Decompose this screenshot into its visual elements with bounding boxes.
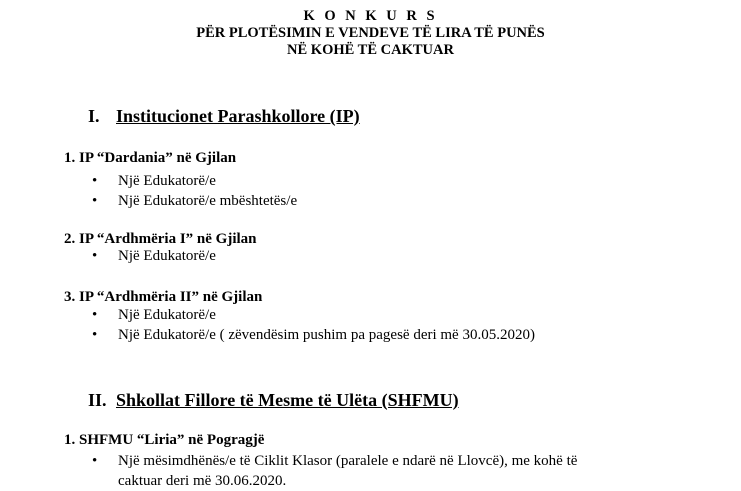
position-list <box>92 305 535 345</box>
position-list <box>92 171 297 211</box>
list-item: • Një Edukatorë/e ( zëvendësim pushim pa pagesë deri më 30.05.2020) <box>92 327 535 343</box>
institution-heading: 1. IP “Dardania” në Gjilan <box>64 150 237 166</box>
position-list <box>92 246 216 266</box>
bullet-icon: • <box>92 248 98 264</box>
list-item: • Një Edukatorë/e <box>92 173 216 189</box>
institution-heading: 1. SHFMU “Liria” në Pogragjë <box>64 432 265 448</box>
header-subtitle: PËR PLOTËSIMIN E VENDEVE TË LIRA TË PUNËS <box>196 25 545 41</box>
bullet-icon: • <box>92 327 98 343</box>
section-heading-1 <box>88 106 360 127</box>
section-heading-2 <box>88 390 459 411</box>
list-item-continuation: caktuar deri më 30.06.2020. <box>118 473 287 489</box>
header-subtitle-2: NË KOHË TË CAKTUAR <box>287 42 454 58</box>
list-item: • Një Edukatorë/e <box>92 307 216 323</box>
section-numeral: I. <box>88 106 100 126</box>
header-title: K O N K U R S <box>303 8 438 24</box>
list-item: • Një Edukatorë/e mbështetës/e <box>92 193 298 209</box>
list-item: • Një mësimdhënës/e të Ciklit Klasor (paralele e ndarë në Llovcë), me kohë të <box>92 453 578 469</box>
bullet-icon: • <box>92 453 98 469</box>
institution-heading: 3. IP “Ardhmëria II” në Gjilan <box>64 289 263 305</box>
section-numeral: II. <box>88 390 107 410</box>
position-list <box>92 451 577 491</box>
document-header <box>0 8 741 59</box>
section-title: Shkollat Fillore të Mesme të Ulëta (SHFMU) <box>116 390 459 410</box>
bullet-icon: • <box>92 173 98 189</box>
section-title: Institucionet Parashkollore (IP) <box>116 106 360 126</box>
bullet-icon: • <box>92 193 98 209</box>
list-item: • Një Edukatorë/e <box>92 248 216 264</box>
institution-heading: 2. IP “Ardhmëria I” në Gjilan <box>64 231 257 247</box>
bullet-icon: • <box>92 307 98 323</box>
